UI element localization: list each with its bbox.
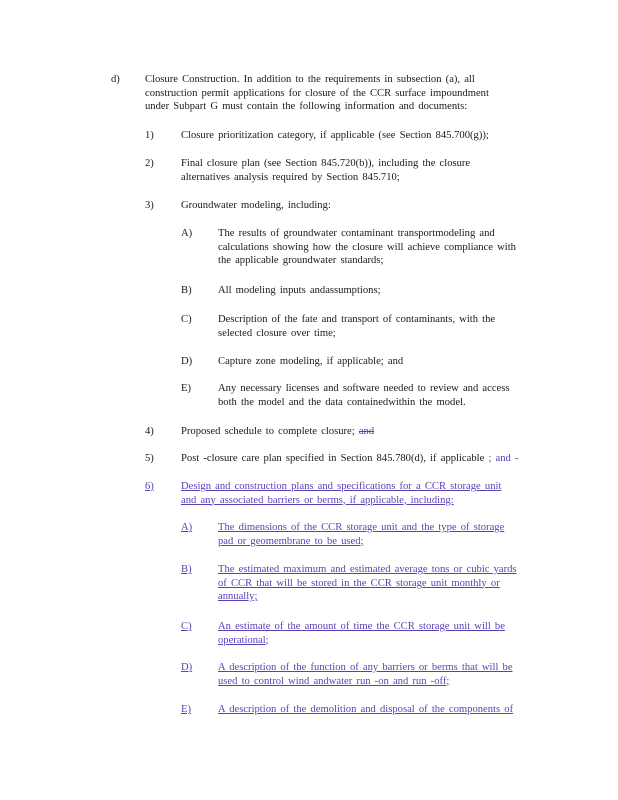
- item-3b-text: [218, 284, 381, 298]
- text-line: An estimate of the amount of time the CCR storage unit will be: [218, 621, 505, 632]
- text-line: annually;: [218, 591, 258, 602]
- text-line: both the model and the data containedwithin the model.: [218, 396, 466, 408]
- item-3c-label: C): [181, 314, 192, 325]
- text-line: Final closure plan (see Section 845.720(b)), including the closure: [181, 158, 471, 169]
- text-line: Description of the fate and transport of contaminants, with the: [218, 314, 496, 325]
- text-line: used to control wind andwater run -on and run -off;: [218, 675, 450, 687]
- text-line: Closure Construction. In addition to the requirements in subsection (a), all: [145, 74, 475, 85]
- text-line: Capture zone modeling, if applicable; and: [218, 356, 404, 367]
- item-1-label: 1): [145, 130, 154, 141]
- paragraph-d-label: d): [111, 74, 120, 85]
- item-6e-label: E): [181, 704, 191, 715]
- item-3d-text: [218, 355, 403, 369]
- item-3c-text: [218, 313, 495, 340]
- item-6b-text: [218, 563, 517, 604]
- item-3-label: 3): [145, 200, 154, 211]
- item-3d-label: D): [181, 356, 193, 367]
- item-3a-label: A): [181, 228, 193, 239]
- item-6c-text: [218, 620, 505, 647]
- item-3-text: [181, 199, 331, 213]
- text-line: The results of groundwater contaminant transportmodeling and: [218, 228, 495, 239]
- item-3b-label: B): [181, 285, 192, 296]
- text-line: construction permit applications for closure of the CCR surface impoundment: [145, 87, 489, 99]
- item-6b-label: B): [181, 564, 192, 575]
- text-line: Any necessary licenses and software needed to review and access: [218, 383, 510, 394]
- item-6e-text: [218, 703, 513, 717]
- text-line: pad or geomembrane to be used;: [218, 535, 364, 547]
- inserted-text: ; and -: [488, 453, 519, 464]
- item-6d-label: D): [181, 662, 193, 673]
- item-3e-text: [218, 382, 509, 409]
- text-line: the applicable groundwater standards;: [218, 255, 384, 266]
- text-line: and any associated barriers or berms, if applicable, including:: [181, 494, 454, 506]
- deleted-text: and: [358, 426, 375, 437]
- text-line: alternatives analysis required by Section 845.710;: [181, 171, 400, 183]
- item-6a-label: A): [181, 522, 193, 533]
- text-line: selected closure over time;: [218, 327, 336, 339]
- item-6-text: [181, 480, 501, 507]
- item-3e-label: E): [181, 383, 191, 394]
- item-6-label: 6): [145, 481, 154, 492]
- text-line: Closure prioritization category, if applicable (see Section 845.700(g));: [181, 130, 489, 141]
- text-line: Proposed schedule to complete closure;: [181, 426, 355, 437]
- paragraph-d-text: [145, 73, 489, 114]
- text-line: calculations showing how the closure will achieve compliance with: [218, 241, 516, 253]
- item-5-text: [181, 452, 519, 466]
- item-5-label: 5): [145, 453, 154, 464]
- item-2-label: 2): [145, 158, 154, 169]
- text-line: Design and construction plans and specifications for a CCR storage unit: [181, 481, 502, 492]
- text-line: The dimensions of the CCR storage unit and the type of storage: [218, 522, 505, 533]
- text-line: operational;: [218, 634, 269, 646]
- item-6a-text: [218, 521, 504, 548]
- text-line: under Subpart G must contain the following information and documents:: [145, 101, 468, 112]
- text-line: Post -closure care plan specified in Section 845.780(d), if applicable: [181, 453, 485, 464]
- item-2-text: [181, 157, 470, 184]
- item-4-text: [181, 425, 374, 439]
- item-4-label: 4): [145, 426, 154, 437]
- text-line: Groundwater modeling, including:: [181, 200, 331, 211]
- item-6c-label: C): [181, 621, 192, 632]
- text-line: A description of the function of any barriers or berms that will be: [218, 662, 513, 673]
- text-line: A description of the demolition and disposal of the components of: [218, 704, 514, 715]
- item-1-text: [181, 129, 489, 143]
- text-line: of CCR that will be stored in the CCR storage unit monthly or: [218, 577, 500, 589]
- text-line: The estimated maximum and estimated average tons or cubic yards: [218, 564, 517, 575]
- text-line: All modeling inputs andassumptions;: [218, 285, 381, 296]
- item-3a-text: [218, 227, 516, 268]
- item-6d-text: [218, 661, 513, 688]
